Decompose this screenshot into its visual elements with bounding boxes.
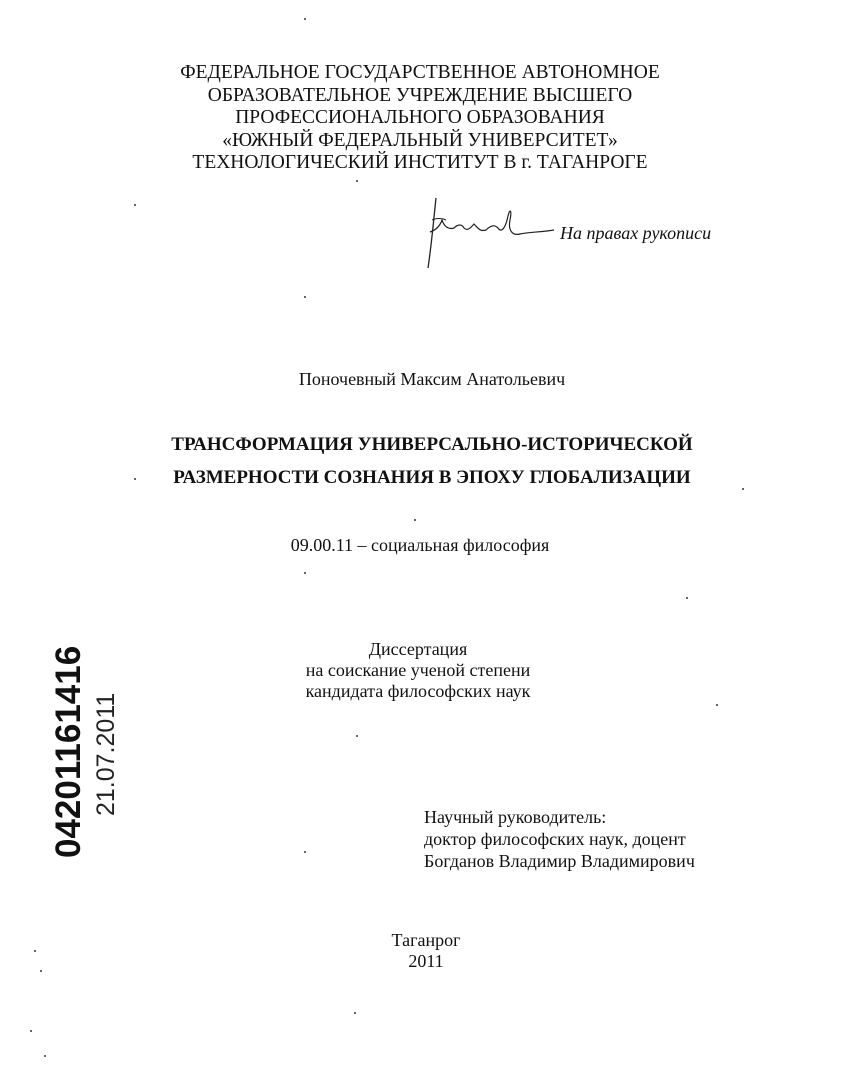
- dissertation-line-1: Диссертация: [368, 639, 468, 659]
- author-signature: [420, 196, 560, 270]
- specialty: 09.00.11 – социальная философия: [290, 535, 550, 555]
- header-line: ФЕДЕРАЛЬНОЕ ГОСУДАРСТВЕННОЕ АВТОНОМНОЕ: [180, 62, 660, 83]
- header-line: ОБРАЗОВАТЕЛЬНОЕ УЧРЕЖДЕНИЕ ВЫСШЕГО: [207, 84, 633, 106]
- author-name: Поночевный Максим Анатольевич: [298, 369, 566, 389]
- dissertation-title: [110, 428, 754, 494]
- advisor-degree: доктор философских наук, доцент: [424, 829, 686, 849]
- footer: [0, 930, 852, 972]
- footer-city: Таганрог: [391, 930, 461, 950]
- advisor-label: Научный руководитель:: [424, 807, 607, 827]
- advisor-name: Богданов Владимир Владимирович: [424, 851, 695, 871]
- header-line: ТЕХНОЛОГИЧЕСКИЙ ИНСТИТУТ В г. ТАГАНРОГЕ: [192, 152, 648, 173]
- dissertation-line-2: на соискание ученой степени: [305, 660, 531, 680]
- institution-header: [150, 62, 690, 175]
- stamp-date: 21.07.2011: [92, 692, 120, 816]
- manuscript-note: На правах рукописи: [560, 223, 712, 243]
- advisor-block: [424, 806, 695, 872]
- title-line-2: РАЗМЕРНОСТИ СОЗНАНИЯ В ЭПОХУ ГЛОБАЛИЗАЦИИ: [173, 467, 691, 488]
- header-line: ПРОФЕССИОНАЛЬНОГО ОБРАЗОВАНИЯ: [235, 107, 605, 128]
- dissertation-line-3: кандидата философских наук: [305, 681, 531, 701]
- library-stamp: [24, 620, 120, 860]
- dissertation-info: [0, 639, 836, 702]
- header-line: «ЮЖНЫЙ ФЕДЕРАЛЬНЫЙ УНИВЕРСИТЕТ»: [222, 129, 618, 151]
- title-line-1: ТРАНСФОРМАЦИЯ УНИВЕРСАЛЬНО-ИСТОРИЧЕСКОЙ: [171, 434, 693, 455]
- stamp-number: 04201161416: [49, 645, 88, 858]
- footer-year: 2011: [408, 951, 444, 971]
